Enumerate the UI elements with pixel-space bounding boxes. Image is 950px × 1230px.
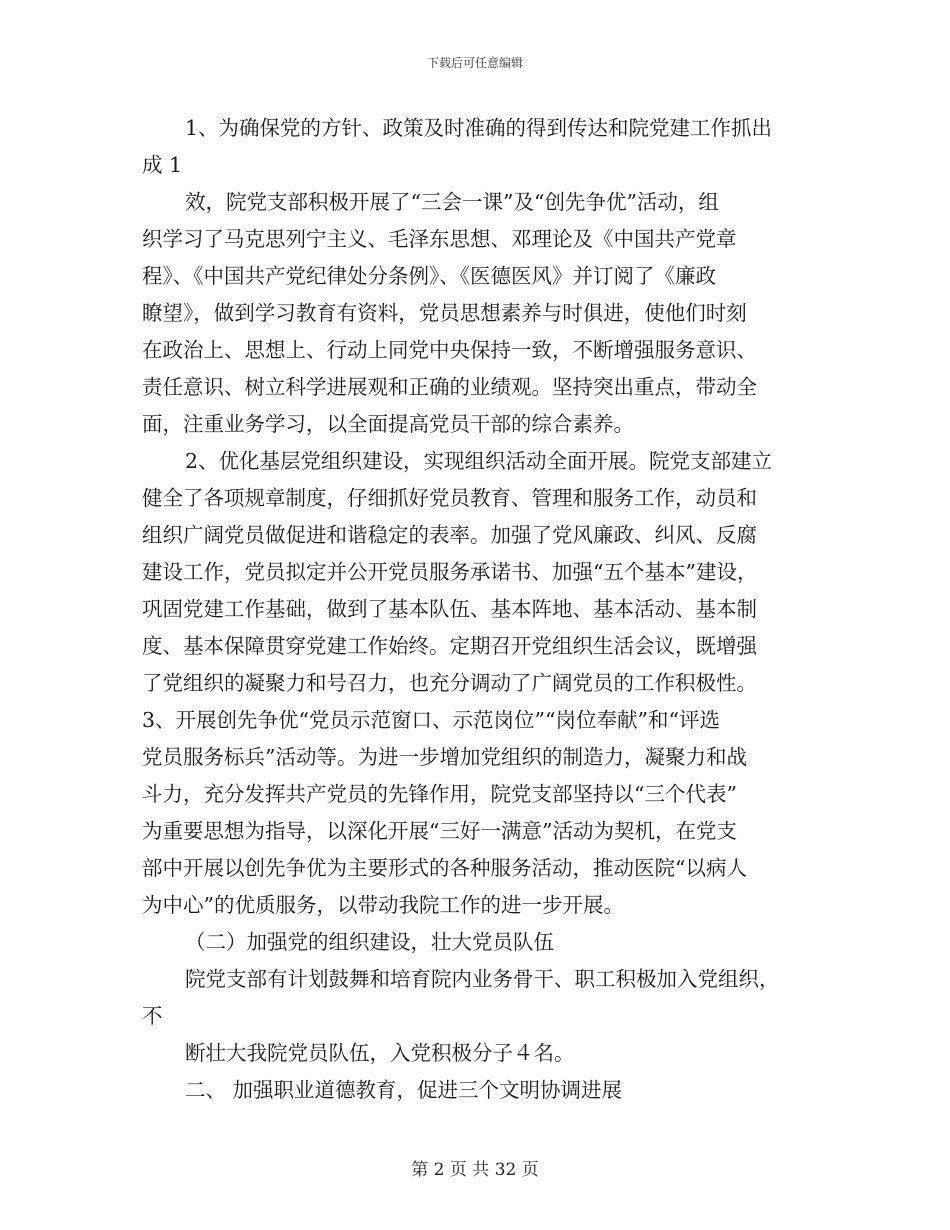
text-line: 在政治上、思想上、行动上同党中央保持一致，不断增强服务意识、 xyxy=(142,338,757,362)
text-line: 3、开展创先争优“党员示范窗口、示范岗位”“岗位奉献”和“评选 xyxy=(142,708,720,732)
text-line: 责任意识、树立科学进展观和正确的业绩观。坚持突出重点，带动全 xyxy=(142,375,757,399)
text-line: 部中开展以创先争优为主要形式的各种服务活动，推动医院“以病人 xyxy=(142,856,747,880)
section-heading: 二、 加强职业道德教育，促进三个文明协调进展 xyxy=(185,1078,623,1102)
text-line: 2、优化基层党组织建设，实现组织活动全面开展。院党支部建立 xyxy=(185,449,773,473)
text-line: 成 1 xyxy=(142,153,183,177)
text-line: 不 xyxy=(142,1004,163,1028)
text-line: 程》、《中国共产党纪律处分条例》、《医德医风》并订阅了《廉政 xyxy=(142,264,716,288)
text-line: 健全了各项规章制度，仔细抓好党员教育、管理和服务工作，动员和 xyxy=(142,486,757,510)
text-line: 院党支部有计划鼓舞和培育院内业务骨干、职工积极加入党组织， xyxy=(185,967,780,991)
page-header-note: 下载后可任意编辑 xyxy=(426,56,523,70)
text-line: 斗力，充分发挥共产党员的先锋作用，院党支部坚持以“三个代表” xyxy=(142,782,737,806)
text-line: 效，院党支部积极开展了“三会一课”及“创先争优”活动，组 xyxy=(185,190,719,214)
text-line: 组织广阔党员做促进和谐稳定的表率。加强了党风廉政、纠风、反腐 xyxy=(142,523,757,547)
text-line: 断壮大我院党员队伍，入党积极分子４名。 xyxy=(185,1041,575,1065)
text-line: 为重要思想为指导，以深化开展“三好一满意”活动为契机，在党支 xyxy=(142,819,737,843)
text-line: 为中心”的优质服务，以带动我院工作的进一步开展。 xyxy=(142,893,624,917)
text-line: 党员服务标兵”活动等。为进一步增加党组织的制造力，凝聚力和战 xyxy=(142,745,747,769)
text-line: 面，注重业务学习，以全面提高党员干部的综合素养。 xyxy=(142,412,634,436)
text-line: 度、基本保障贯穿党建工作始终。定期召开党组织生活会议，既增强 xyxy=(142,634,757,658)
section-heading: （二）加强党的组织建设，壮大党员队伍 xyxy=(185,930,554,954)
text-line: 建设工作，党员拟定并公开党员服务承诺书、加强“五个基本”建设， xyxy=(142,560,758,584)
text-line: 织学习了马克思列宁主义、毛泽东思想、邓理论及《中国共产党章 xyxy=(142,227,737,251)
text-line: 瞭望》，做到学习教育有资料，党员思想素养与时俱进，使他们时刻 xyxy=(142,301,747,325)
page-number: 第 2 页 共 32 页 xyxy=(411,1160,539,1180)
text-line: 1、为确保党的方针、政策及时准确的得到传达和院党建工作抓出 xyxy=(185,116,773,140)
text-line: 巩固党建工作基础，做到了基本队伍、基本阵地、基本活动、基本制 xyxy=(142,597,757,621)
text-line: 了党组织的凝聚力和号召力，也充分调动了广阔党员的工作积极性。 xyxy=(142,671,757,695)
